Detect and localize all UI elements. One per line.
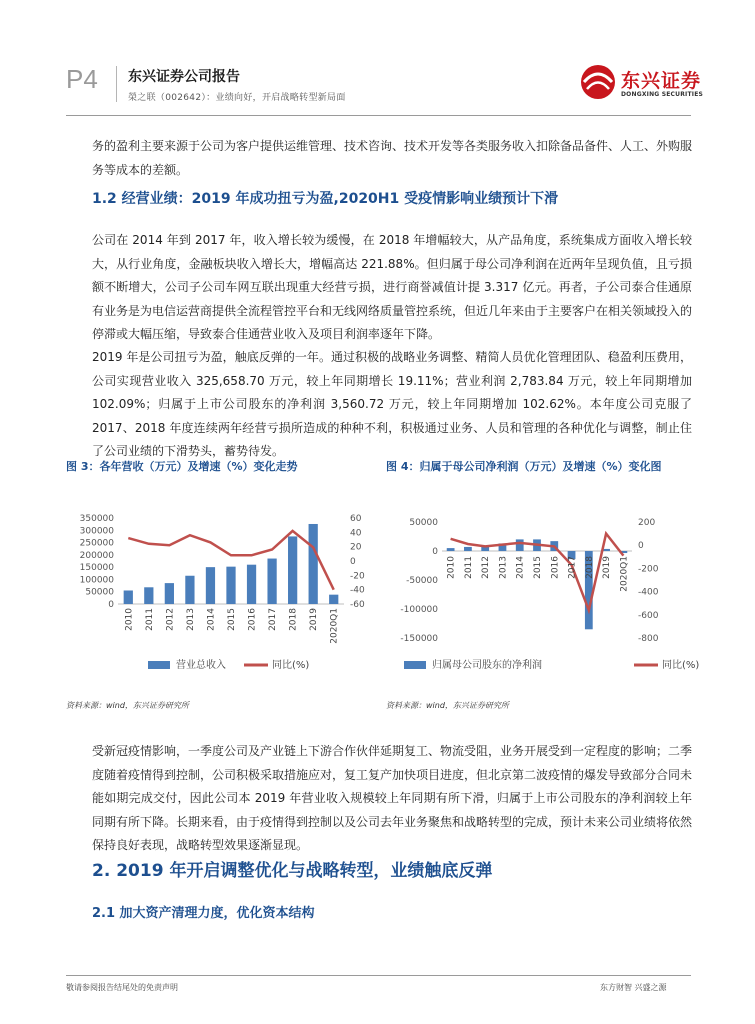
x-tick-label-2012: 2012 — [481, 556, 492, 579]
section-heading-2-1: 2.1 加大资产清理力度，优化资本结构 — [92, 906, 315, 921]
y-left-tick-label: 250000 — [79, 538, 114, 549]
paragraph-2019: 2019 年是公司扭亏为盈，触底反弹的一年。通过积极的战略业务调整、精简人员优化管理团队、稳盈利压费用，公司实现营业收入 325,658.70 万元，较上年同期增长 19.11%；营业利润 2,783.84 万元，较上年同期增加 102.09%；归属于上市公司股东的净利润 3,560.72 万元，较上年同期增加 102.62%。本年度公司克服了 2017、2018 年度连续两年经营亏损所造成的种种不利，积极通过业务、人员和管理的各种优化与调整，制止住了公司业绩的下滑势头，蓄势待发。 — [92, 350, 692, 458]
x-tick-label-2011: 2011 — [463, 556, 474, 579]
net-profit-chart — [386, 500, 706, 690]
page-number: P4 — [66, 64, 98, 94]
header-divider — [116, 66, 117, 102]
y-left-tick-label: 350000 — [79, 514, 114, 524]
y-right-tick-label: 40 — [350, 528, 362, 539]
x-tick-label-2014: 2014 — [515, 556, 526, 579]
logo-english: DONGXING SECURITIES — [621, 91, 704, 98]
bar-2012 — [165, 583, 174, 604]
y-left-tick-label: -100000 — [400, 605, 438, 615]
x-tick-label-2020Q1: 2020Q1 — [619, 556, 630, 592]
bar-2017 — [267, 559, 276, 604]
y-left-tick-label: 0 — [432, 547, 438, 557]
x-tick-label-2011: 2011 — [144, 608, 155, 631]
y-right-tick-label: 0 — [350, 557, 356, 567]
bar-2010 — [124, 590, 133, 604]
bar-2011 — [464, 547, 472, 551]
header-rule — [66, 115, 691, 116]
y-right-tick-label: 60 — [350, 514, 362, 524]
figure-4-caption: 图 4：归属于母公司净利润（万元）及增速（%）变化图 — [386, 460, 662, 473]
bar-2018 — [288, 536, 297, 604]
y-right-tick-label: -60 — [350, 600, 365, 610]
x-tick-label-2020Q1: 2020Q1 — [329, 608, 340, 644]
legend-bar-swatch — [148, 661, 170, 669]
x-tick-label-2012: 2012 — [165, 608, 176, 631]
x-tick-label-2016: 2016 — [247, 608, 258, 631]
legend-bar-swatch — [404, 661, 426, 669]
x-tick-label-2017: 2017 — [268, 608, 279, 631]
legend-bar-label: 归属母公司股东的净利润 — [432, 660, 542, 671]
paragraph-revenue: 公司在 2014 年到 2017 年，收入增长较为缓慢，在 2018 年增幅较大，从产品角度，系统集成方面收入增长较大，从行业角度，金融板块收入增长大，增幅高达 221.88%。但归属于母公司净利润在近两年呈现负值，且亏损额不断增大，公司子公司车网互联出现重大经营亏损，进行商誉减值计提 3.317 亿元。再者，子公司泰合佳通原有业务是为电信运营商提供全流程管控平台和无线网络质量管控系统，但近几年来由于主要客户在相关领域投入的停滞或大幅压缩，导致泰合佳通营业收入及项目利润率逐年下降。 — [92, 233, 693, 341]
y-right-tick-label: 200 — [638, 518, 656, 528]
figure-3-source: 资料来源：wind，东兴证券研究所 — [66, 701, 189, 710]
x-tick-label-2016: 2016 — [550, 556, 561, 579]
bar-2015 — [226, 567, 235, 604]
logo-mark-icon — [581, 65, 615, 99]
report-subtitle: 榮之联（002642）：业绩向好，开启战略转型新局面 — [128, 93, 346, 103]
x-tick-label-2013: 2013 — [185, 608, 196, 631]
legend-bar-label: 营业总收入 — [176, 660, 226, 671]
y-right-tick-label: -20 — [350, 571, 365, 582]
y-left-tick-label: 50000 — [85, 587, 114, 598]
y-right-tick-label: -400 — [638, 587, 659, 598]
x-tick-label-2013: 2013 — [498, 556, 509, 579]
y-right-tick-label: -40 — [350, 585, 365, 596]
y-right-tick-label: -200 — [638, 564, 659, 575]
footer-rule — [66, 975, 691, 976]
footer-disclaimer: 敬请参阅报告结尾处的免责声明 — [66, 983, 178, 992]
x-tick-label-2010: 2010 — [446, 556, 457, 579]
bar-2016 — [247, 565, 256, 604]
y-right-tick-label: 20 — [350, 542, 362, 553]
bar-2010 — [447, 548, 455, 551]
y-right-tick-label: -600 — [638, 610, 659, 621]
figure-4-source: 资料来源：wind，东兴证券研究所 — [386, 701, 509, 710]
legend-line-label: 同比(%) — [662, 660, 700, 671]
y-left-tick-label: 100000 — [79, 575, 114, 586]
y-left-tick-label: -50000 — [406, 576, 438, 586]
y-left-tick-label: 150000 — [79, 563, 114, 574]
section-heading-2: 2. 2019 年开启调整优化与战略转型，业绩触底反弹 — [92, 861, 493, 881]
y-right-tick-label: -800 — [638, 634, 659, 644]
logo-text: 东兴证券 — [621, 70, 702, 92]
x-tick-label-2017: 2017 — [567, 556, 578, 579]
y-left-tick-label: 50000 — [409, 518, 438, 528]
x-tick-label-2019: 2019 — [309, 608, 320, 631]
x-tick-label-2015: 2015 — [227, 608, 237, 631]
bar-2020Q1 — [329, 595, 338, 604]
footer-slogan: 东方财智 兴盛之源 — [600, 983, 667, 992]
bar-2019 — [309, 524, 318, 604]
paragraph-intro: 务的盈利主要来源于公司为客户提供运维管理、技术咨询、技术开发等各类服务收入扣除备品备件、人工、外购服务等成本的差额。 — [92, 139, 693, 177]
x-tick-label-2014: 2014 — [206, 608, 217, 631]
bar-2013 — [185, 576, 194, 604]
y-right-tick-label: 0 — [638, 541, 644, 552]
section-heading-1-2: 1.2 经营业绩：2019 年成功扭亏为盈,2020H1 受疫情影响业绩预计下滑 — [92, 191, 559, 207]
bar-2014 — [206, 567, 215, 604]
figure-3-caption: 图 3：各年营收（万元）及增速（%）变化走势 — [66, 460, 298, 473]
y-left-tick-label: 300000 — [79, 526, 114, 537]
x-tick-label-2015: 2015 — [533, 556, 543, 579]
y-left-tick-label: 0 — [108, 600, 114, 610]
legend-line-label: 同比(%) — [272, 660, 310, 671]
bar-2011 — [144, 587, 153, 604]
x-tick-label-2018: 2018 — [288, 608, 299, 631]
x-tick-label-2010: 2010 — [124, 608, 135, 631]
y-left-tick-label: 200000 — [79, 550, 114, 561]
x-tick-label-2018: 2018 — [584, 556, 595, 579]
x-tick-label-2019: 2019 — [602, 556, 613, 579]
report-title: 东兴证券公司报告 — [128, 69, 240, 85]
y-left-tick-label: -150000 — [400, 634, 438, 644]
bar-2014 — [516, 539, 524, 551]
paragraph-covid: 受新冠疫情影响，一季度公司及产业链上下游合作伙伴延期复工、物流受阻，业务开展受到一定程度的影响；二季度随着疫情得到控制，公司积极采取措施应对，复工复产加快项目进度，但北京第二波疫情的爆发导致部分合同未能如期完成交付，因此公司本 2019 年营业收入规模较上年同期有所下滑，归属于上市公司股东的净利润较上年同期有所下降。长期来看，由于疫情得到控制以及公司去年业务聚焦和战略转型的完成，预计未来公司业绩将依然保持良好表现，战略转型效果逐渐显现。 — [92, 744, 693, 852]
revenue-chart — [66, 500, 376, 690]
